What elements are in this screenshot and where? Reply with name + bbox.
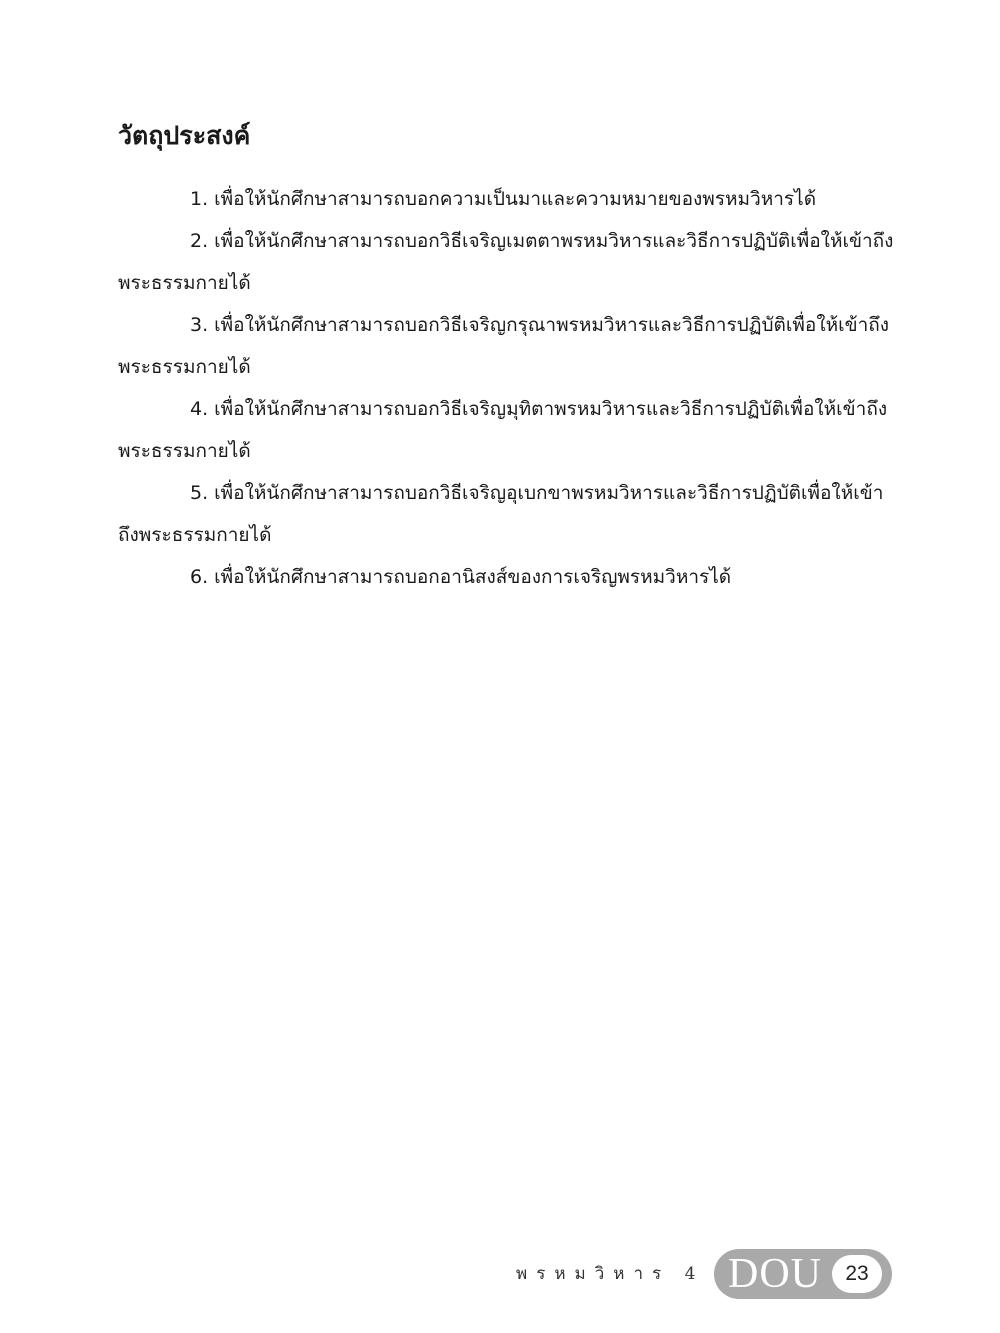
footer-badge xyxy=(714,1249,892,1299)
objective-item: 1. เพื่อให้นักศึกษาสามารถบอกความเป็นมาและความหมายของพรหมวิหารได้ xyxy=(190,188,817,210)
objective-item: 2. เพื่อให้นักศึกษาสามารถบอกวิธีเจริญเมตตาพรหมวิหารและวิธีการปฏิบัติเพื่อให้เข้าถึงพระธรรมกายได้ xyxy=(118,230,894,294)
objective-item: 4. เพื่อให้นักศึกษาสามารถบอกวิธีเจริญมุทิตาพรหมวิหารและวิธีการปฏิบัติเพื่อให้เข้าถึงพระธรรมกายได้ xyxy=(118,398,888,462)
objectives-list xyxy=(118,178,900,598)
page-title: วัตถุประสงค์ xyxy=(118,121,251,150)
objective-item: 3. เพื่อให้นักศึกษาสามารถบอกวิธีเจริญกรุณาพรหมวิหารและวิธีการปฏิบัติเพื่อให้เข้าถึงพระธรรมกายได้ xyxy=(118,314,890,378)
objective-item: 6. เพื่อให้นักศึกษาสามารถบอกอานิสงส์ของการเจริญพรหมวิหารได้ xyxy=(190,566,732,588)
page-number: 23 xyxy=(832,1255,882,1293)
footer-book-title: พรหมวิหาร 4 xyxy=(516,1264,705,1284)
objective-item: 5. เพื่อให้นักศึกษาสามารถบอกวิธีเจริญอุเบกขาพรหมวิหารและวิธีการปฏิบัติเพื่อให้เข้าถึงพระธรรมกายได้ xyxy=(118,482,884,546)
dou-logo: DOU xyxy=(728,1251,822,1297)
